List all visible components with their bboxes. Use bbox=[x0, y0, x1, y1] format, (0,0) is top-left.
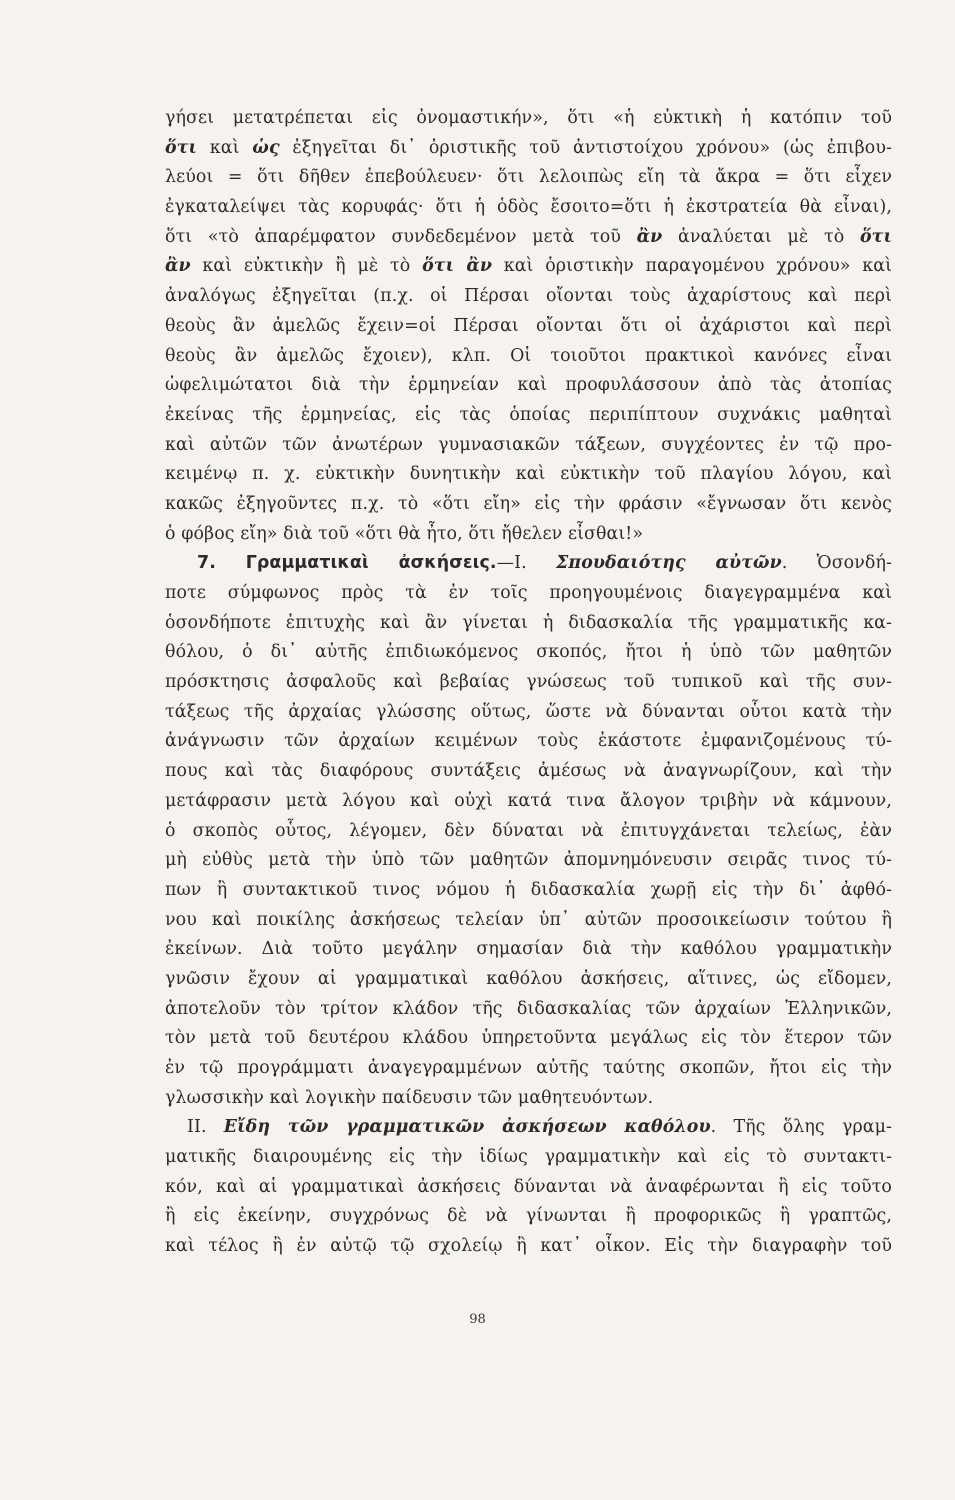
text-run: καὶ ὁριστικὴν παραγομένου χρόνου» καὶ bbox=[492, 256, 892, 277]
page-number: 98 bbox=[469, 1312, 486, 1327]
emphasis: ὅτι bbox=[165, 137, 198, 158]
text-line bbox=[165, 223, 892, 253]
text-line: ἢ εἰς ἐκείνην, συγχρόνως δὲ νὰ γίνωνται ἢ προφορικῶς ἢ γραπτῶς, bbox=[165, 1206, 892, 1227]
text-line: πρόσκτησις ἀσφαλοῦς καὶ βεβαίας γνώσεως τοῦ τυπικοῦ καὶ τῆς συν- bbox=[165, 672, 892, 693]
emphasis: ἂν bbox=[165, 256, 191, 277]
text-line: ποτε σύμφωνος πρὸς τὰ ἐν τοῖς προηγουμένοις διαγεγραμμένα καὶ bbox=[165, 583, 892, 603]
text-line: τάξεως τῆς ἀρχαίας γλώσσης οὕτως, ὥστε νὰ δύνανται οὗτοι κατὰ τὴν bbox=[165, 701, 892, 722]
text-line: καὶ αὐτῶν τῶν ἀνωτέρων γυμνασιακῶν τάξεων, συγχέοντες ἐν τῷ προ- bbox=[165, 434, 892, 455]
text-line: πους καὶ τὰς διαφόρους συντάξεις ἀμέσως νὰ ἀναγνωρίζουν, καὶ τὴν bbox=[165, 761, 892, 782]
emphasis: ὅτι bbox=[859, 226, 892, 247]
text-run: ὅτι «τὸ ἀπαρέμφατον συνδεδεμένον μετὰ τοῦ bbox=[165, 226, 637, 247]
text-line bbox=[165, 252, 892, 282]
text-line: ὁ σκοπὸς οὗτος, λέγομεν, δὲν δύναται νὰ ἐπιτυγχάνεται τελείως, ἐὰν bbox=[165, 820, 892, 841]
text-line: κόν, καὶ αἱ γραμματικαὶ ἀσκήσεις δύνανται νὰ ἀναφέρωνται ἢ εἰς τοῦτο bbox=[165, 1176, 892, 1197]
text-line: ἐν τῷ προγράμματι ἀναγεγραμμένων αὐτῆς ταύτης σκοπῶν, ἤτοι εἰς τὴν bbox=[165, 1058, 892, 1078]
body-text bbox=[165, 104, 892, 1262]
text-line: νου καὶ ποικίλης ἀσκήσεως τελείαν ὑπ᾿ αὐτῶν προσοικείωσιν τούτου ἢ bbox=[165, 909, 892, 930]
text-line: ἀποτελοῦν τὸν τρίτον κλάδον τῆς διδασκαλίας τῶν ἀρχαίων Ἑλληνικῶν, bbox=[165, 998, 892, 1019]
text-run: . Ὁσονδή- bbox=[781, 553, 892, 574]
text-line: ἀναλόγως ἐξηγεῖται (π.χ. οἱ Πέρσαι οἴονται τοὺς ἀχαρίστους καὶ περὶ bbox=[165, 286, 892, 307]
text-run: καὶ εὐκτικὴν ἢ μὲ τὸ bbox=[190, 256, 423, 277]
text-run: . Τῆς ὅλης γραμ- bbox=[710, 1117, 892, 1138]
text-line: τὸν μετὰ τοῦ δευτέρου κλάδου ὑπηρετοῦντα μεγάλως εἰς τὸν ἕτερον τῶν bbox=[165, 1028, 892, 1049]
section-heading bbox=[165, 1113, 892, 1143]
text-line: πων ἢ συντακτικοῦ τινος νόμου ἡ διδασκαλία χωρῇ εἰς τὴν δι᾿ ἀφθό- bbox=[165, 879, 892, 900]
text-line: θόλου, ὁ δι᾿ αὐτῆς ἐπιδιωκόμενος σκοπός, ἤτοι ἡ ὑπὸ τῶν μαθητῶν bbox=[165, 642, 892, 663]
text-line: ἐκείνων. Διὰ τοῦτο μεγάλην σημασίαν διὰ τὴν καθόλου γραμματικὴν bbox=[165, 939, 892, 960]
text-line: θεοὺς ἂν ἀμελῶς ἔχοιεν), κλπ. Οἱ τοιοῦτοι πρακτικοὶ κανόνες εἶναι bbox=[165, 345, 892, 366]
text-line: κακῶς ἐξηγοῦντες π.χ. τὸ «ὅτι εἴη» εἰς τὴν φράσιν «ἔγνωσαν ὅτι κενὸς bbox=[165, 493, 892, 514]
text-line: ὁσονδήποτε ἐπιτυχὴς καὶ ἂν γίνεται ἡ διδασκαλία τῆς γραμματικῆς κα- bbox=[165, 612, 892, 633]
text-run: ἐξηγεῖται δι᾿ ὁριστικῆς τοῦ ἀντιστοίχου χρόνου» (ὡς ἐπιβου- bbox=[279, 137, 892, 158]
text-line: ἀνάγνωσιν τῶν ἀρχαίων κειμένων τοὺς ἑκάστοτε ἐμφανιζομένους τύ- bbox=[165, 731, 892, 752]
text-line: ὠφελιμώτατοι διὰ τὴν ἑρμηνείαν καὶ προφυλάσσουν ἀπὸ τὰς ἀτοπίας bbox=[165, 375, 892, 396]
text-run: ΙΙ. bbox=[187, 1117, 224, 1138]
text-line: καὶ τέλος ἢ ἐν αὐτῷ τῷ σχολείῳ ἢ κατ᾿ οἶκον. Εἰς τὴν διαγραφὴν τοῦ bbox=[165, 1236, 892, 1257]
subsection-title: Σπουδαιότης αὐτῶν bbox=[555, 553, 782, 574]
text-line: ματικῆς διαιρουμένης εἰς τὴν ἰδίως γραμματικὴν καὶ εἰς τὸ συντακτι- bbox=[165, 1147, 892, 1168]
text-line: ὁ φόβος εἴη» διὰ τοῦ «ὅτι θὰ ἦτο, ὅτι ἤθελεν εἶσθαι!» bbox=[165, 523, 644, 544]
text-line bbox=[165, 134, 892, 164]
text-run: —Ι. bbox=[496, 553, 556, 574]
emphasis: ἂν bbox=[636, 226, 663, 247]
emphasis: ὅτι ἂν bbox=[422, 256, 492, 277]
text-line: κειμένῳ π. χ. εὐκτικὴν δυνητικὴν καὶ εὐκτικὴν τοῦ πλαγίου λόγου, καὶ bbox=[165, 464, 892, 485]
text-line: γνῶσιν ἔχουν αἱ γραμματικαὶ καθόλου ἀσκήσεις, αἵτινες, ὡς εἴδομεν, bbox=[165, 968, 892, 989]
text-line: ἐκείνας τῆς ἑρμηνείας, εἰς τὰς ὁποίας περιπίπτουν συχνάκις μαθηταὶ bbox=[165, 404, 892, 425]
text-line: θεοὺς ἂν ἀμελῶς ἔχειν=οἱ Πέρσαι οἴονται ὅτι οἱ ἀχάριστοι καὶ περὶ bbox=[165, 315, 892, 336]
text-run: ἀναλύεται μὲ τὸ bbox=[662, 226, 860, 247]
text-run: καὶ bbox=[197, 137, 253, 158]
text-line: λεύοι = ὅτι δῆθεν ἐπεβούλευεν· ὅτι λελοιπὼς εἴη τὰ ἄκρα = ὅτι εἶχεν bbox=[165, 167, 892, 188]
text-line: μετάφρασιν μετὰ λόγου καὶ οὐχὶ κατά τινα ἄλογον τριβὴν νὰ κάμνουν, bbox=[165, 790, 892, 811]
text-line: γλωσσικὴν καὶ λογικὴν παίδευσιν τῶν μαθητευόντων. bbox=[165, 1087, 654, 1108]
text-line: μὴ εὐθὺς μετὰ τὴν ὑπὸ τῶν μαθητῶν ἀπομνημόνευσιν σειρᾶς τινος τύ- bbox=[165, 850, 892, 871]
section-title: 7. Γραμματικαὶ ἀσκήσεις. bbox=[197, 553, 497, 574]
text-line: γήσει μετατρέπεται εἰς ὀνομαστικήν», ὅτι «ἡ εὐκτικὴ ἡ κατόπιν τοῦ bbox=[165, 108, 892, 128]
emphasis: ὡς bbox=[252, 137, 280, 158]
text-line: ἐγκαταλείψει τὰς κορυφάς· ὅτι ἡ ὁδὸς ἔσοιτο=ὅτι ἡ ἐκστρατεία θὰ εἶναι), bbox=[165, 197, 892, 218]
section-heading bbox=[165, 549, 892, 579]
subsection-title: Εἴδη τῶν γραμματικῶν ἀσκήσεων καθόλου bbox=[223, 1117, 711, 1138]
